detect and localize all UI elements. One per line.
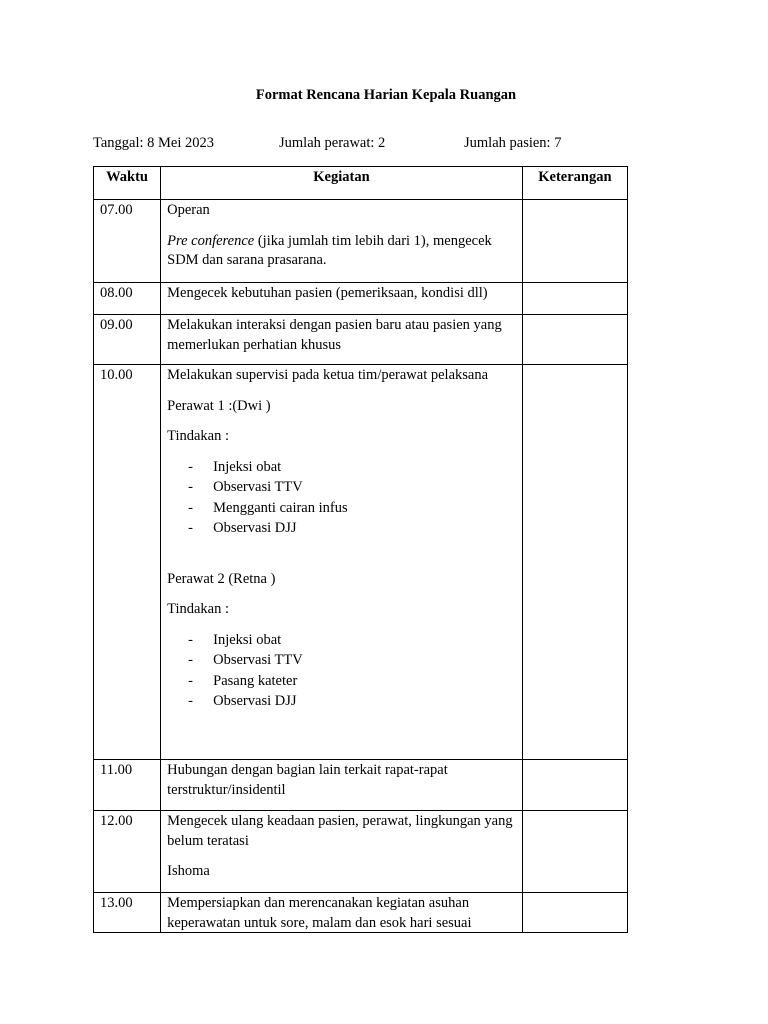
nurse-1-label: Perawat 1 :(Dwi ) [167, 397, 271, 414]
nurse-2-label: Perawat 2 (Retna ) [167, 570, 276, 587]
note-cell [522, 283, 627, 315]
note-cell [522, 200, 627, 283]
activity-text: Mengecek ulang keadaan pasien, perawat, lingkungan yang belum teratasi [167, 813, 513, 849]
task-text: Observasi DJJ [213, 520, 297, 536]
note-cell [522, 811, 627, 893]
note-cell [522, 893, 627, 933]
activity-text: Mempersiapkan dan merencanakan kegiatan asuhan keperawatan untuk sore, malam dan esok hari sesuai [167, 895, 472, 931]
activity-text: Operan [167, 202, 210, 218]
schedule-table [93, 166, 628, 933]
time-cell: 11.00 [94, 760, 161, 811]
time-cell: 08.00 [94, 283, 161, 315]
activity-text [167, 232, 516, 271]
list-item [167, 518, 516, 539]
table-row [94, 365, 628, 760]
dash-bullet: - [188, 672, 193, 689]
task-text: Observasi TTV [213, 479, 303, 495]
table-row [94, 315, 628, 365]
dash-bullet: - [188, 499, 193, 516]
activity-text: Mengecek kebutuhan pasien (pemeriksaan, kondisi dll) [167, 285, 488, 301]
dash-bullet: - [188, 479, 193, 495]
activity-cell [161, 283, 523, 315]
list-item [167, 650, 516, 671]
patient-count-label: Jumlah pasien: 7 [464, 135, 562, 151]
task-list-1 [167, 457, 516, 539]
note-cell [522, 315, 627, 365]
table-header-row [94, 167, 628, 200]
dash-bullet: - [188, 693, 193, 709]
task-text: Injeksi obat [213, 458, 282, 475]
activity-text: Melakukan supervisi pada ketua tim/perawat pelaksana [167, 367, 489, 383]
emphasis-text: Pre conference [167, 232, 255, 249]
table-row [94, 760, 628, 811]
table-row [94, 811, 628, 893]
activity-cell [161, 811, 523, 893]
list-item [167, 630, 516, 651]
dash-bullet: - [188, 631, 193, 648]
activity-text: Ishoma [167, 863, 210, 879]
header-note: Keterangan [522, 167, 627, 200]
activity-cell [161, 315, 523, 365]
task-text: Observasi TTV [213, 652, 303, 668]
activity-cell [161, 200, 523, 283]
note-cell [522, 365, 627, 760]
activity-text-rest: (jika jumlah tim lebih dari 1), mengecek SDM dan sarana prasarana. [167, 232, 492, 268]
time-cell: 12.00 [94, 811, 161, 893]
table-row [94, 283, 628, 315]
activity-cell [161, 893, 523, 933]
note-cell [522, 760, 627, 811]
list-item [167, 671, 516, 692]
date-label: Tanggal: 8 Mei 2023 [93, 135, 215, 151]
time-cell: 13.00 [94, 893, 161, 933]
activity-text: Melakukan interaksi dengan pasien baru atau pasien yang memerlukan perhatian khusus [167, 317, 502, 353]
task-list-2 [167, 630, 516, 712]
header-time: Waktu [94, 167, 161, 200]
time-cell: 10.00 [94, 365, 161, 760]
dash-bullet: - [188, 458, 193, 475]
dash-bullet: - [188, 652, 193, 668]
task-text: Pasang kateter [213, 672, 298, 689]
dash-bullet: - [188, 520, 193, 536]
nurse-count-label: Jumlah perawat: 2 [279, 135, 386, 151]
action-label: Tindakan : [167, 428, 230, 444]
task-text: Injeksi obat [213, 631, 282, 648]
table-row [94, 200, 628, 283]
time-cell: 09.00 [94, 315, 161, 365]
page-title: Format Rencana Harian Kepala Ruangan [255, 87, 517, 103]
action-label: Tindakan : [167, 601, 230, 617]
list-item [167, 477, 516, 498]
header-activity: Kegiatan [161, 167, 523, 200]
activity-cell [161, 365, 523, 760]
table-row [94, 893, 628, 933]
activity-cell [161, 760, 523, 811]
list-item [167, 498, 516, 519]
list-item [167, 457, 516, 478]
time-cell: 07.00 [94, 200, 161, 283]
activity-text: Hubungan dengan bagian lain terkait rapat-rapat terstruktur/insidentil [167, 762, 448, 798]
task-text: Mengganti cairan infus [213, 499, 348, 516]
task-text: Observasi DJJ [213, 693, 297, 709]
list-item [167, 691, 516, 712]
activity-text-clip [167, 894, 516, 932]
